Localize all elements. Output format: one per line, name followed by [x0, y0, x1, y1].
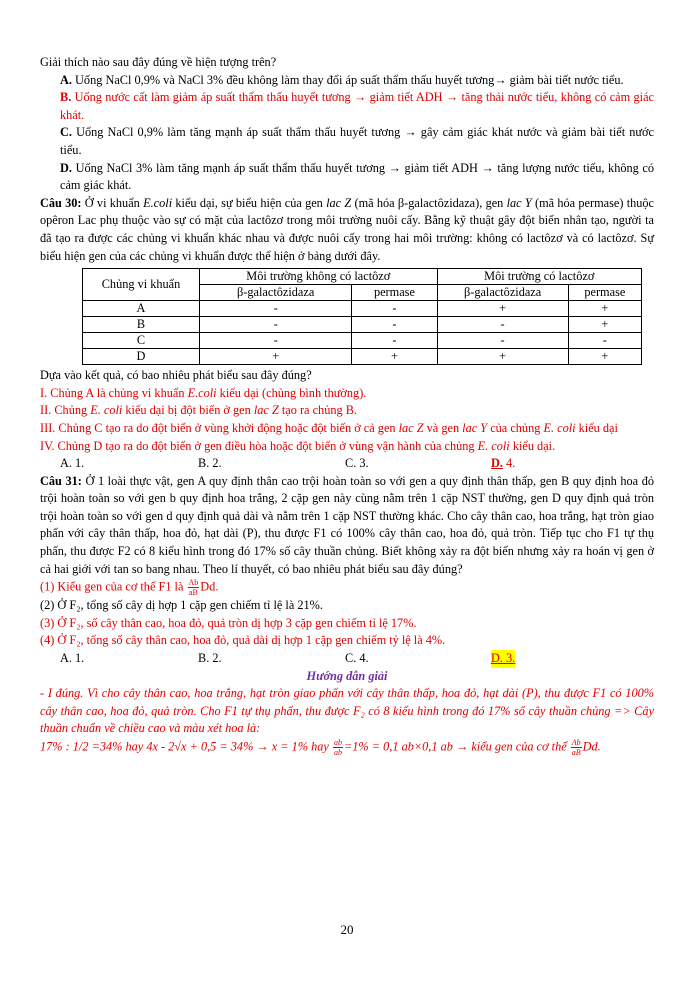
- guide-title: Hướng dẫn giải: [306, 668, 388, 683]
- q29-option-d: D. Uống NaCl 3% làm tăng mạnh áp suất thẩm thấu huyết tương → giảm tiết ADH → tăng lượng nước tiểu, không có cảm giác khát.: [60, 160, 654, 193]
- page-number: 20: [340, 922, 354, 937]
- q29-option-a: A. Uống NaCl 0,9% và NaCl 3% đều không làm thay đổi áp suất thẩm thấu huyết tương→ giảm bài tiết nước tiểu.: [60, 72, 624, 87]
- q31-options: [40, 650, 654, 668]
- th-sub4: permase: [568, 285, 641, 301]
- table-row: B - - - +: [83, 317, 642, 333]
- th-sub3: β-galactôzidaza: [437, 285, 568, 301]
- q30-statement-4: IV. Chủng D tạo ra do đột biến ở gen điều hòa hoặc đột biến ở vùng vận hành của chủng E. coli kiểu dại.: [40, 438, 556, 453]
- solution-line-2: 17% : 1/2 =34% hay 4x - 2√x + 0,5 = 34% → x = 1% hay $\frac{ab}{ab}$ =1% = 0,1 ab×0,1 ab → kiểu gen của cơ thể $\frac{Ab}{aB}$ Dd.: [40, 738, 601, 757]
- q30-statement-3: III. Chủng C tạo ra do đột biến ở vùng khởi động hoặc đột biến ở cả gen lac Z và gen lac Y của chủng E. coli kiểu dại: [40, 420, 618, 435]
- q31-statement-3: (3) Ở F₂, số cây thân cao, hoa đỏ, quả tròn dị hợp 3 cặp gen chiếm tỉ lệ 17%.: [40, 615, 417, 630]
- solution-line-1: - I đúng. Vì cho cây thân cao, hoa trắng, hạt tròn giao phấn với cây thân thấp, hoa đỏ, hạt dài (P), thu được F1 có 100% cây thân cao, hoa đỏ, quả tròn. Cho F1 tự thụ phấn, thu được F₂ có 8 kiểu hình trong đó 17% số cây thuần chủng => Cây thuần chuẩn về chiều cao và màu xét hoa là:: [40, 686, 654, 736]
- fraction: $\frac{Ab}{aB}$: [571, 738, 581, 757]
- table-row: C - - - -: [83, 333, 642, 349]
- q30-stem: Câu 30: Ở vi khuẩn E.coli kiểu dại, sự biểu hiện của gen lac Z (mã hóa β-galactôzidaza), gen lac Y (mã hóa permase) thuộc opêron Lac phụ thuộc vào sự có mặt của lactôzơ trong môi trường nuôi cấy. Bằng kỹ thuật gây đột biến nhân tạo, người ta đã tạo ra được các chủng vi khuẩn khác nhau và được nuôi cấy trong hai môi trường: không có lactôzơ và có lactôzơ. Sự biểu hiện gen của các chủng vi khuẩn được thể hiện ở bảng dưới đây.: [40, 195, 655, 263]
- q30-opt-c: C. 3.: [345, 456, 369, 471]
- fraction: $\frac{ab}{ab}$: [333, 738, 342, 757]
- q31-stem: Câu 31: Ở 1 loài thực vật, gen A quy định thân cao trội hoàn toàn so với gen a quy định thân thấp, gen B quy định hoa đỏ trội hoàn toàn so với gen b quy định hoa trắng, 2 cặp gen này cùng nằm trên 1 cặp NST thường, gen D quy định quả tròn trội hoàn toàn so với gen d quy định quả dài và nằm trên 1 cặp NST thường khác. Cho cây thân cao, hoa trắng, hạt tròn giao phấn với cây thân thấp, hoa đỏ, hạt dài (P), thu được F1 có 100% cây thân cao, hoa đỏ, quả tròn. Tiếp tục cho F1 tự thụ phấn, thu được F2 có 8 kiểu hình trong đó 17% số cây thuần chủng. Biết không xảy ra đột biến nhưng xảy ra hoán vị gen ở cả hai giới với tan so bang nhau. Theo lí thuyết, có bao nhiêu phát biểu sau đây đúng?: [40, 473, 655, 576]
- question-intro: Giải thích nào sau đây đúng về hiện tượng trên?: [40, 55, 277, 69]
- q31-opt-b: B. 2.: [198, 651, 222, 666]
- q31-statement-2: (2) Ở F₂, tổng số cây dị hợp 1 cặp gen chiếm tỉ lệ là 21%.: [40, 598, 323, 613]
- q31-opt-c: C. 4.: [345, 651, 369, 666]
- q29-option-c: C. Uống NaCl 0,9% làm tăng mạnh áp suất thẩm thấu huyết tương → gây cảm giác khát nước và giảm bài tiết nước tiểu.: [60, 125, 655, 157]
- q30-after-table: Dựa vào kết quả, có bao nhiêu phát biểu sau đây đúng?: [40, 368, 312, 383]
- th-sub2: permase: [352, 285, 437, 301]
- q29-option-b: B. Uống nước cất làm giảm áp suất thẩm thấu huyết tương → giảm tiết ADH → tăng thải nước tiểu, không có cảm giác khát.: [60, 90, 654, 122]
- table-row: D + + + +: [83, 349, 642, 365]
- th-strain: Chủng vi khuẩn: [83, 269, 200, 301]
- q30-opt-d: D. 4.: [491, 456, 516, 471]
- q30-statement-1: I. Chủng A là chủng vi khuẩn E.coli kiểu dại (chủng bình thường).: [40, 385, 367, 400]
- q30-opt-a: A. 1.: [60, 456, 85, 471]
- th-no-lactose: Môi trường không có lactôzơ: [200, 269, 438, 285]
- q31-opt-a: A. 1.: [60, 651, 85, 666]
- page-content: [40, 54, 654, 757]
- q31-statement-4: (4) Ở F₂, tổng số cây thân cao, hoa đỏ, quả dài dị hợp 1 cặp gen chiếm tỷ lệ là 4%.: [40, 633, 446, 648]
- q30-opt-b: B. 2.: [198, 456, 222, 471]
- q31-opt-d: D. 3.: [491, 650, 515, 668]
- q30-statement-2: II. Chủng E. coli kiểu dại bị đột biến ở gen lac Z tạo ra chủng B.: [40, 403, 357, 418]
- q31-statement-1: (1) Kiểu gen của cơ thể F1 là $\frac{Ab}{aB}$ Dd.: [40, 578, 219, 598]
- table-row: A - - + +: [83, 301, 642, 317]
- q30-options: [40, 455, 654, 473]
- th-sub1: β-galactôzidaza: [200, 285, 352, 301]
- q30-table: [82, 268, 642, 365]
- th-lactose: Môi trường có lactôzơ: [437, 269, 641, 285]
- fraction: $\frac{Ab}{aB}$: [188, 578, 199, 598]
